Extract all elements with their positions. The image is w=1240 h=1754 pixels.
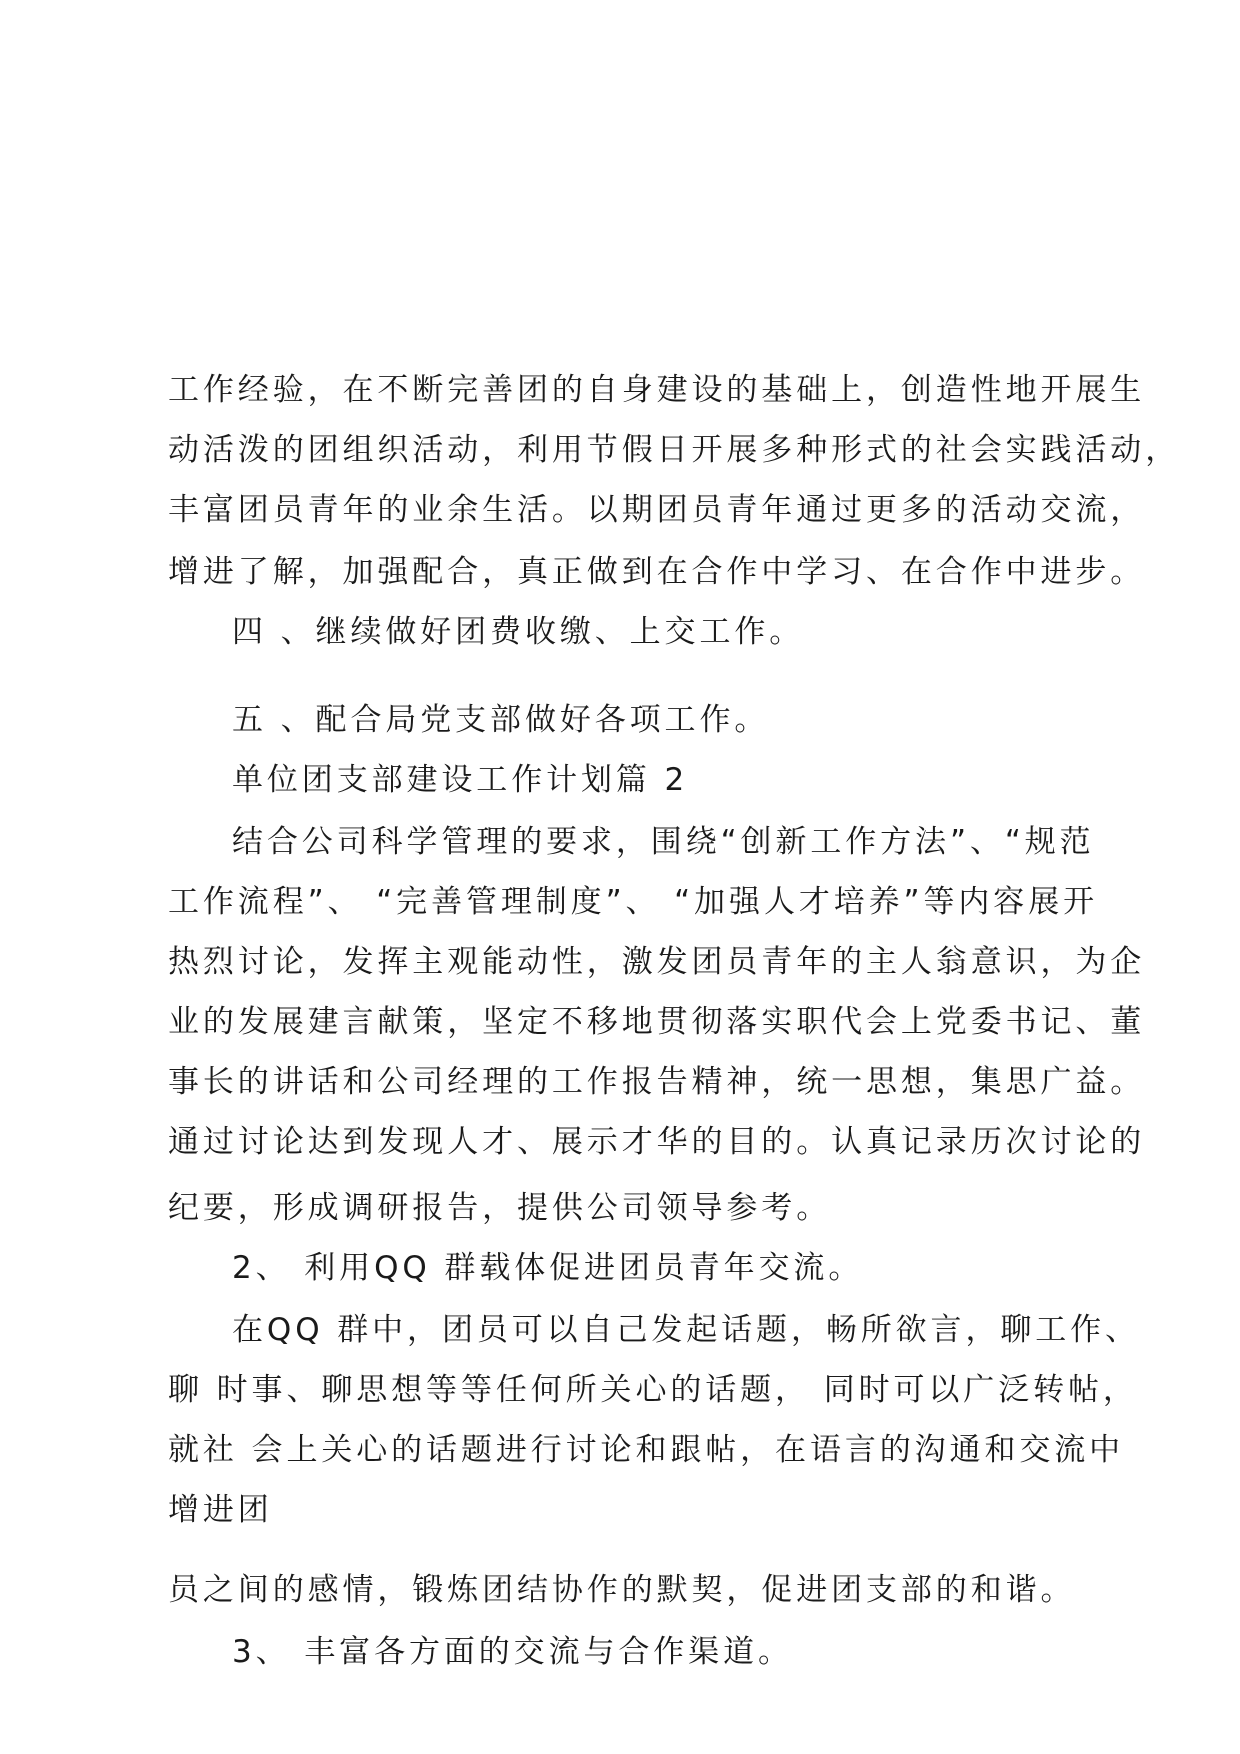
list-item-five: 五 、配合局党支部做好各项工作。 <box>232 702 770 738</box>
body-text-line: 工作流程”、 “完善管理制度”、 “加强人才培养”等内容展开 <box>168 884 1099 920</box>
list-item-four: 四 、继续做好团费收缴、上交工作。 <box>232 614 805 650</box>
body-text-line: 增进了解，加强配合，真正做到在合作中学习、在合作中进步。 <box>168 554 1146 590</box>
body-text-line: 就社 会上关心的话题进行讨论和跟帖，在语言的沟通和交流中 <box>168 1432 1125 1468</box>
list-item-two: 2、 利用QQ 群载体促进团员青年交流。 <box>232 1250 864 1286</box>
body-text-line: 聊 时事、聊思想等等任何所关心的话题， 同时可以广泛转帖， <box>168 1372 1138 1408</box>
list-item-three: 3、 丰富各方面的交流与合作渠道。 <box>232 1634 793 1670</box>
body-text-line: 事长的讲话和公司经理的工作报告精神，统一思想，集思广益。 <box>168 1064 1146 1100</box>
body-text-line: 业的发展建言献策，坚定不移地贯彻落实职代会上党委书记、董 <box>168 1004 1146 1040</box>
body-text-line: 增进团 <box>168 1492 273 1528</box>
body-text-line: 工作经验，在不断完善团的自身建设的基础上，创造性地开展生 <box>168 372 1146 408</box>
body-text-line: 员之间的感情，锻炼团结协作的默契，促进团支部的和谐。 <box>168 1572 1076 1608</box>
body-text-line: 结合公司科学管理的要求，围绕“创新工作方法”、“规范 <box>232 824 1095 860</box>
section-heading: 单位团支部建设工作计划篇 2 <box>232 762 689 798</box>
body-text-line: 丰富团员青年的业余生活。以期团员青年通过更多的活动交流， <box>168 492 1146 528</box>
body-text-line: 在QQ 群中，团员可以自己发起话题，畅所欲言，聊工作、 <box>232 1312 1140 1348</box>
body-text-line: 动活泼的团组织活动，利用节假日开展多种形式的社会实践活动， <box>168 432 1181 468</box>
body-text-line: 热烈讨论，发挥主观能动性，激发团员青年的主人翁意识，为企 <box>168 944 1146 980</box>
body-text-line: 纪要，形成调研报告，提供公司领导参考。 <box>168 1190 832 1226</box>
body-text-line: 通过讨论达到发现人才、展示才华的目的。认真记录历次讨论的 <box>168 1124 1146 1160</box>
